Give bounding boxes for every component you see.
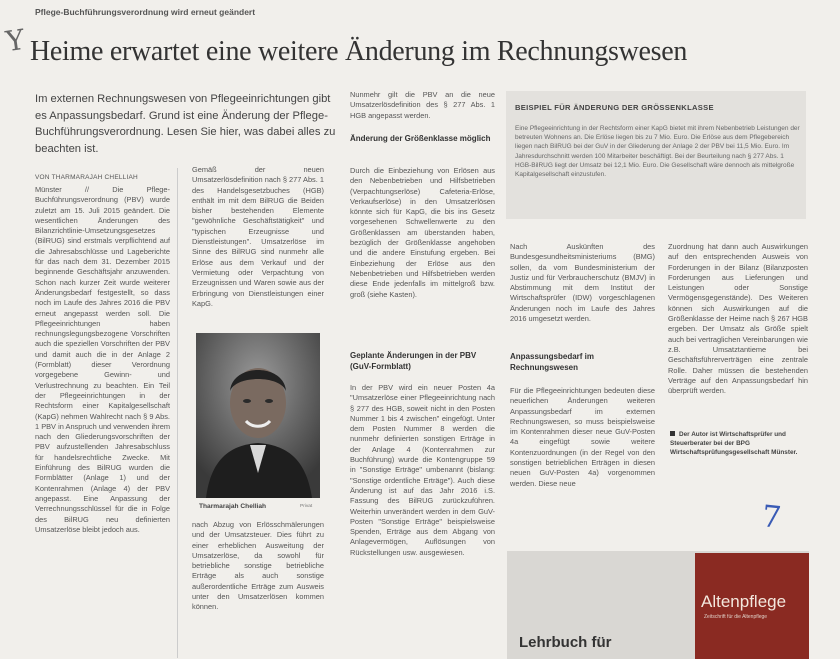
column-1-text	[35, 185, 170, 650]
author-photo	[196, 333, 320, 498]
column-2-top-text	[192, 165, 324, 330]
column-1-paragraph: Münster // Die Pflege-Buchführungsverordnung (PBV) wurde zuletzt am 15. Juli 2015 geändert. Die wesentlichen Änderungen des Bilanzrichtlinie-Umsetzungsgesetzes (BilRUG) sind erstmals verpflichtend auf die Jahresabschlüsse und Lageberichte für das nach dem 31. Dezember 2015 beginnende Geschäftsjahr anzuwenden. Schon nach kurzer Zeit wurde weiterer Änderungsbedarf festgestellt, so dass noch im Laufe des Jahres 2016 die PBV erneut angepasst werden soll. Die Pflegeeinrichtungen haben rechnungslegungsbezogene Vorschriften auch die speziellen Vorschriften der PBV und damit auch die in der Anlage 2 (Formblatt) dieser Verordnung vorgegebene Gewinn- und Verlustrechnung zu beachten. Ein Teil der Pflegeeinrichtungen in der Rechtsform einer Kapitalgesellschaft (KapG) nehmen Wahlrecht nach § 9 Abs. 1 PBV in Anspruch und verwenden ihrem nach den Gliederungsvorschriften der PBV aufzustellenden Jahresabschluss für handelsrechtliche Zwecke. Mit Einführung des BilRUG wurden die Formblätter (Anlage 1) und der Kontenrahmen (Anlage 4) der PBV angepasst. Eine Anpassung der Verrechnungsschlüssel für die in Folge des BilRUG neu definierten Umsatzerlöse bleibt jedoch aus.	[35, 185, 170, 534]
column-4-text-2	[510, 386, 655, 536]
column-3-paragraph-2: In der PBV wird ein neuer Posten 4a "Umsatzerlöse einer Pflegeeinrichtung nach § 277 des HGB, soweit nicht in den Posten Nummer 1 bis 4 zwischen" eingefügt. Unter dem Posten Nummer 8 werden die nunmehr definierten sonstigen Erträge in der Anlage 4 (Kontenrahmen zur Buchführung) wurde die Kontengruppe 59 in "Sonstige Erträge" umbenannt (bislang: "Sonstige ordentliche Erträge"). Auch diese Änderung ist auf das Jahr 2016 i.S. Fassung des BilRUG zurückzuführen. Weiterhin unverändert werden in dem GuV-Posten "Sonstige Erträge" beispielsweise Spenden, Erträge aus dem Abgang von Anlagevermögen, Auflösungen von Rückstellungen usw. ausgewiesen.	[350, 383, 495, 557]
column-divider	[177, 168, 178, 658]
article-lead: Im externen Rechnungswesen von Pflegeeinrichtungen gibt es Anpassungsbedarf. Grund ist eine Änderung der Pflege-Buchführungsverordnung. Lesen Sie hier, was dabei alles zu beachten ist.	[35, 93, 336, 155]
column-3-intro-paragraph: Nunmehr gilt die PBV an die neue Umsatzerlösdefinition des § 277 Abs. 1 HGB angepasst werden.	[350, 90, 495, 120]
ad-logo-text: Altenpflege	[701, 592, 787, 611]
subheading-adjustment-need: Anpassungsbedarf im Rechnungswesen	[510, 352, 595, 372]
author-note-text: Der Autor ist Wirtschaftsprüfer und Steuerberater bei der BPG Wirtschaftsprüfungsgesellschaft Münster.	[670, 431, 798, 456]
ad-title: Lehrbuch für	[519, 634, 612, 651]
handwritten-mark: Y	[3, 22, 27, 59]
column-2-paragraph-bottom: nach Abzug von Erlösschmälerungen und der Umsatzsteuer. Dies führt zu einer erheblichen Ausweitung der Umsatzerlöse, da sowohl für betriebliche sonstige betriebliche Erträge als auch sonstige außerordentliche Erträge zum Ausweis unter den Umsatzerlösen kommen können.	[192, 520, 324, 612]
author-note	[670, 430, 806, 457]
photo-caption: Tharmarajah Chelliah	[199, 503, 267, 510]
column-2-paragraph-top: Gemäß der neuen Umsatzerlösdefinition nach § 277 Abs. 1 des Handelsgesetzbuches (HGB) enthält im mit dem BilRUG die Beiden bisher bestehenden Elemente "gewöhnliche Geschäftstätigkeit" und "typischen Erzeugnisse und Dienstleistungen". Umsatzerlöse im Sinne des BilRUG sind nunmehr alle Erlöse aus dem Verkauf und der Vermietung oder Verpachtung von Erzeugnissen und Waren sowie aus der Erbringung von Dienstleistungen einer KapG.	[192, 165, 324, 308]
article-headline: Heime erwartet eine weitere Änderung im Rechnungswesen	[30, 36, 688, 67]
column-4-paragraph-2: Für die Pflegeeinrichtungen bedeuten diese neuerlichen Änderungen weiteren Anpassungsbedarf im externen Rechnungswesen, so muss beispielsweise im Kontenrahmen dieser neue GuV-Posten 4a eingefügt sowie weitere Kontenzuordnungen (in der Regel von den sonstigen betrieblichen Erträgen in diesen neuen GuV-Posten 4a) vorgenommen werden. Diese neue	[510, 386, 655, 488]
column-3-text-2	[350, 383, 495, 655]
column-5-text	[668, 242, 808, 422]
column-3-intro	[350, 90, 495, 122]
article-kicker: Pflege-Buchführungsverordnung wird erneut geändert	[35, 7, 256, 17]
subheading-planned-changes: Geplante Änderungen in der PBV (GuV-Formblatt)	[350, 351, 477, 371]
column-4-paragraph-1: Nach Auskünften des Bundesgesundheitsministeriums (BMG) sollen, da vom Bundesministerium der Justiz und für Verbraucherschutz (BMJV) in Abstimmung mit dem Institut der Wirtschaftsprüfer (IDW) vorgeschlagenen Änderungen noch im Laufe des Jahres 2016 umgesetzt werden.	[510, 242, 655, 324]
column-3-text-1	[350, 166, 495, 336]
handwritten-number: 7	[760, 499, 783, 536]
example-box-text: Eine Pflegeeinrichtung in der Rechtsform einer KapG bietet mit ihrem Nebenbetrieb Leistungen der betreuten Wohnens an. Die Erlöse liegen bis zu 7 Mio. Euro. Die Erlöse aus dem Pflegebereich liegen nach BilRUG bei der GuV in der Gliederung der Anlage 2 der PBV bei 11,5 Mio. Euro. Im Jahresdurchschnitt werden 100 Mitarbeiter beschäftigt. Bei der Beurteilung nach § 277 Abs. 1 HGB-BilRUG liegt der Umsatz bei 12,1 Mio. Euro. Die Gesellschaft wäre dennoch als mittelgroße Kapitalgesellschaft einzustufen.	[515, 125, 800, 179]
photo-credit: Privat	[300, 504, 313, 509]
example-box-title: BEISPIEL FÜR ÄNDERUNG DER GRÖSSENKLASSE	[515, 103, 714, 112]
ad-logo-subtitle: Zeitschrift für die Altenpflege	[704, 614, 768, 620]
subheading-size-class: Änderung der Größenklasse möglich	[350, 134, 491, 143]
column-3-paragraph-1: Durch die Einbeziehung von Erlösen aus den Nebenbetrieben und Hilfsbetrieben (Verpachtungserlöse) Cafeteria-Erlöse, Verkaufserlöse) in den Umsatzerlösen könnte sich für KapG, die bis ins Gesetz vorgesehenen Schwellenwerte zu den Größenklassen am überstanden haben, bezüglich der Größenklasse angehoben und die andere Einstufung ergeben. Bei Einbeziehung der Erlöse aus den Nebenbetrieben und Hilfsbetrieben werden diese Ende jedenfalls im mittelgroß bzw. groß (siehe Kasten).	[350, 166, 495, 299]
author-photo-image	[196, 333, 320, 498]
square-bullet-icon	[670, 431, 675, 436]
column-2-bottom-text	[192, 520, 324, 655]
column-5-paragraph: Zuordnung hat dann auch Auswirkungen auf den entsprechenden Ausweis von Forderungen in der Bilanz (Bilanzposten Forderungen aus Lieferungen und Leistungen oder Sonstige Vermögensgegenstände). Des Weiteren können sich Auswirkungen auf die Größenklasse der Heime nach § 267 HGB ergeben. Der Umsatz als Größe spielt auch bei vertraglichen Vereinbarungen wie z.B. Umsatztantieme bei Geschäftsführerverträgen eine zentrale Rolle. Daher müssen die bestehenden Verträge auf den Anpassungsbedarf hin überprüft werden.	[668, 242, 808, 396]
column-4-text-1	[510, 242, 655, 332]
article-byline: VON THARMARAJAH CHELLIAH	[35, 174, 138, 181]
